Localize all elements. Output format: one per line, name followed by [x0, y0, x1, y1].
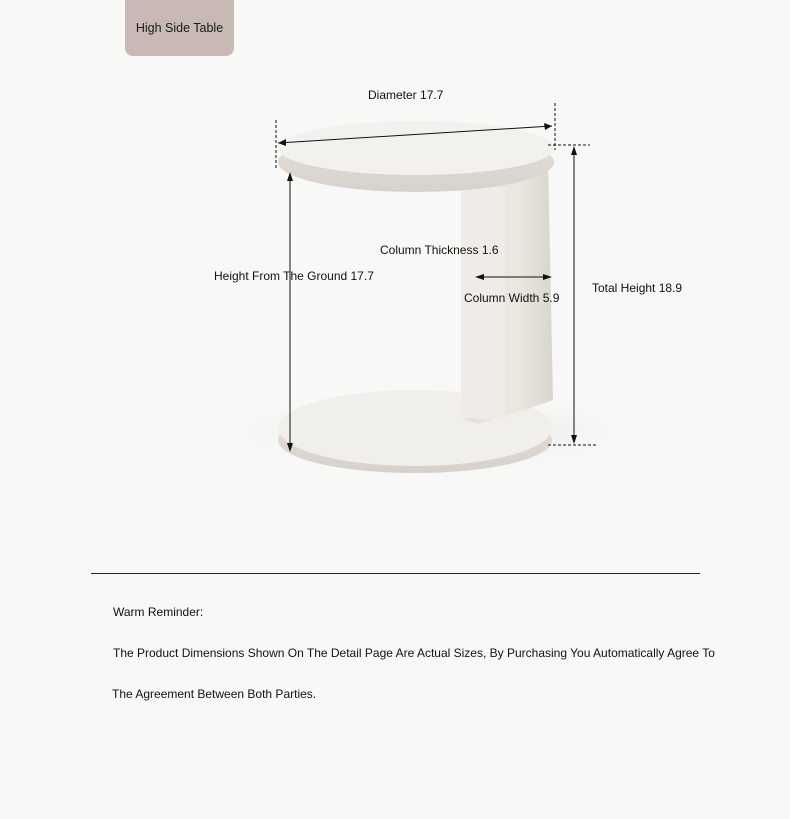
column-width-label: Column Width 5.9: [464, 291, 560, 305]
reminder-line-1: The Product Dimensions Shown On The Detail Page Are Actual Sizes, By Purchasing You Automatically Agree To: [113, 646, 715, 660]
table-top: [278, 121, 554, 175]
section-divider: [91, 573, 700, 574]
diameter-arrow-right: [544, 123, 552, 130]
product-tag-label: High Side Table: [135, 21, 224, 35]
reminder-title: Warm Reminder:: [113, 605, 204, 619]
diameter-label: Diameter 17.7: [368, 88, 444, 102]
column-thickness-label: Column Thickness 1.6: [380, 243, 499, 257]
total-arrow-top: [571, 146, 577, 155]
total-height-label: Total Height 18.9: [592, 281, 683, 295]
reminder-line-2: The Agreement Between Both Parties.: [112, 687, 317, 701]
height-from-ground-label: Height From The Ground 17.7: [214, 269, 374, 283]
